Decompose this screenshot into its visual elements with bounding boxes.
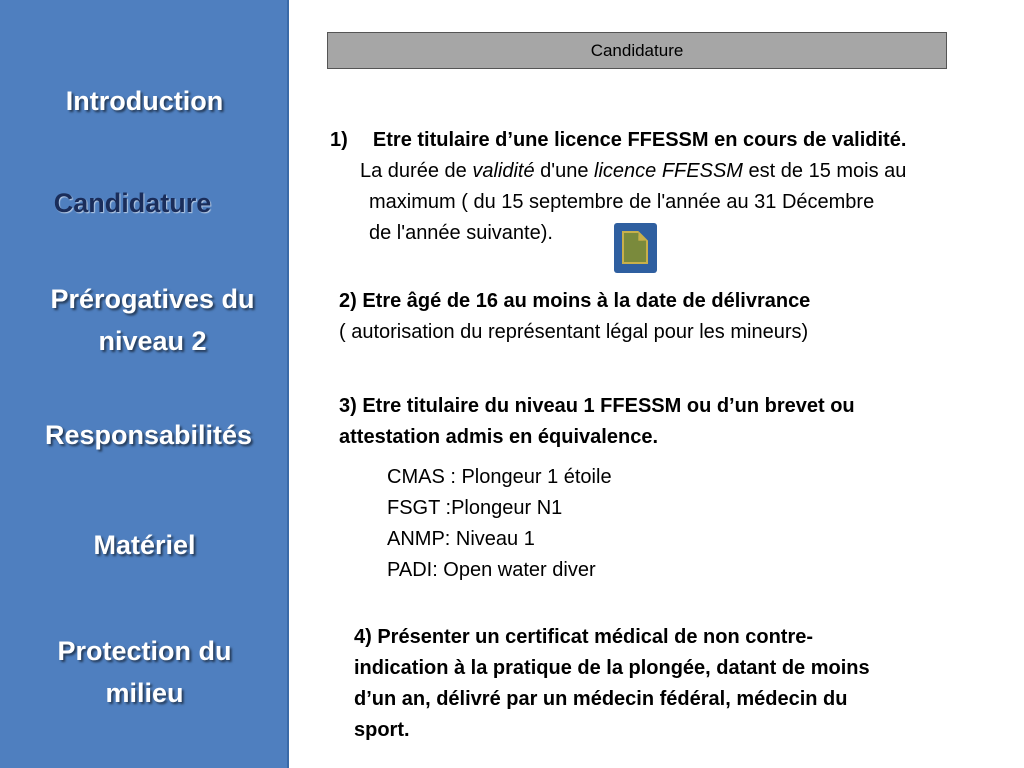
page-title: Candidature	[327, 32, 947, 69]
sidebar-nav	[0, 0, 289, 768]
nav-item-prerogatives[interactable]	[8, 278, 297, 362]
nav-item-materiel[interactable]: Matériel	[93, 530, 196, 560]
equivalence-item: ANMP: Niveau 1	[387, 528, 535, 550]
item1-text-e: est de 15 mois au	[742, 160, 907, 182]
item1-text-a: La durée de	[360, 160, 473, 182]
document-page-shape	[622, 231, 648, 264]
item4-line4: sport.	[354, 719, 410, 741]
equivalence-item: PADI: Open water diver	[387, 559, 596, 581]
item1-heading: Etre titulaire d’une licence FFESSM en cours de validité.	[372, 129, 907, 151]
item1-detail-line2: maximum ( du 15 septembre de l'année au 31 Décembre	[369, 191, 875, 213]
item1-heading-row	[330, 125, 906, 156]
nav-item-candidature[interactable]: Candidature	[53, 188, 212, 218]
item2-heading: 2) Etre âgé de 16 au moins à la date de délivrance	[339, 290, 811, 312]
item3-heading-line2: attestation admis en équivalence.	[339, 426, 658, 448]
nav-item-protection-line1: Protection du	[57, 636, 232, 666]
nav-item-protection-line2: milieu	[105, 678, 184, 708]
equivalence-item: FSGT :Plongeur N1	[387, 497, 563, 519]
item2-note: ( autorisation du représentant légal pour les mineurs)	[339, 321, 809, 343]
nav-item-responsabilites[interactable]: Responsabilités	[44, 420, 253, 450]
equivalence-item: CMAS : Plongeur 1 étoile	[387, 466, 612, 488]
nav-item-prerogatives-line1: Prérogatives du	[50, 284, 255, 314]
document-icon[interactable]	[614, 223, 657, 273]
item4-line1: 4) Présenter un certificat médical de non contre-	[354, 626, 814, 648]
nav-item-prerogatives-line2: niveau 2	[98, 326, 207, 356]
item1-detail-line3: de l'année suivante).	[369, 222, 553, 244]
nav-item-protection-milieu[interactable]	[0, 630, 289, 714]
item1-number: 1)	[330, 129, 348, 151]
nav-item-introduction[interactable]: Introduction	[65, 86, 224, 116]
item1-text-c: d'une	[534, 160, 595, 182]
item4-line3: d’un an, délivré par un médecin fédéral, médecin du	[354, 688, 848, 710]
item1-text-validite: validité	[472, 160, 535, 182]
item4-line2: indication à la pratique de la plongée, datant de moins	[354, 657, 870, 679]
item3-heading-line1: 3) Etre titulaire du niveau 1 FFESSM ou d’un brevet ou	[339, 395, 855, 417]
item1-detail-line1	[360, 156, 906, 187]
item1-text-licence: licence FFESSM	[594, 160, 743, 182]
